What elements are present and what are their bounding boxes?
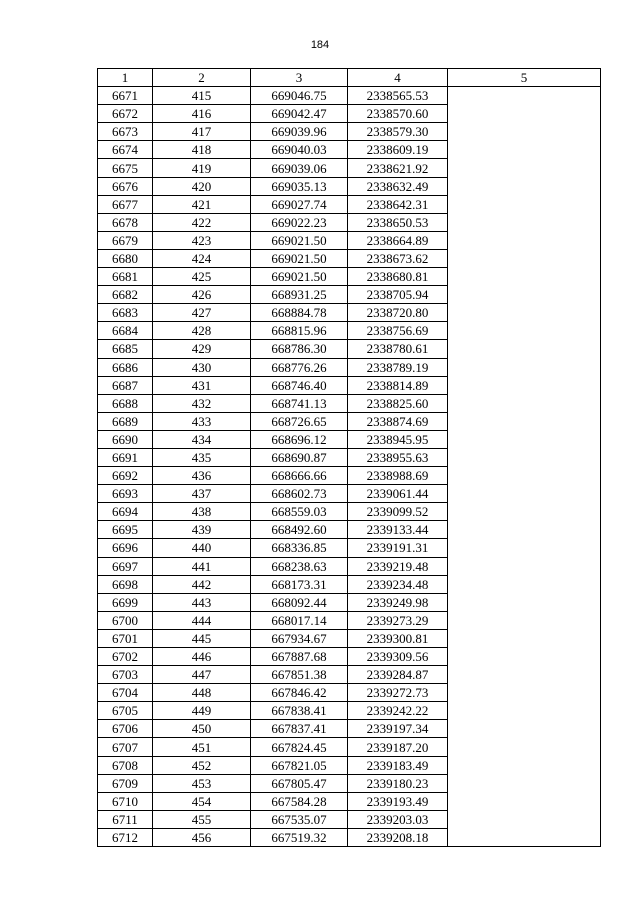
- point-number-cell: 451: [153, 738, 251, 756]
- point-id-cell: 6706: [98, 720, 153, 738]
- point-number-cell: 430: [153, 358, 251, 376]
- x-coordinate-cell: 667934.67: [251, 629, 348, 647]
- point-number-cell: 432: [153, 394, 251, 412]
- x-coordinate-cell: 668173.31: [251, 575, 348, 593]
- x-coordinate-cell: 669039.96: [251, 123, 348, 141]
- y-coordinate-cell: 2339183.49: [348, 756, 448, 774]
- point-number-cell: 425: [153, 268, 251, 286]
- point-id-cell: 6712: [98, 828, 153, 846]
- point-number-cell: 444: [153, 611, 251, 629]
- point-id-cell: 6677: [98, 195, 153, 213]
- point-number-cell: 429: [153, 340, 251, 358]
- point-number-cell: 441: [153, 557, 251, 575]
- y-coordinate-cell: 2339099.52: [348, 503, 448, 521]
- point-id-cell: 6676: [98, 177, 153, 195]
- y-coordinate-cell: 2339249.98: [348, 593, 448, 611]
- x-coordinate-cell: 668666.66: [251, 467, 348, 485]
- x-coordinate-cell: 667837.41: [251, 720, 348, 738]
- x-coordinate-cell: 669022.23: [251, 213, 348, 231]
- point-number-cell: 434: [153, 430, 251, 448]
- point-number-cell: 424: [153, 249, 251, 267]
- point-number-cell: 418: [153, 141, 251, 159]
- point-id-cell: 6680: [98, 249, 153, 267]
- y-coordinate-cell: 2339133.44: [348, 521, 448, 539]
- y-coordinate-cell: 2338945.95: [348, 430, 448, 448]
- point-id-cell: 6682: [98, 286, 153, 304]
- point-id-cell: 6691: [98, 448, 153, 466]
- y-coordinate-cell: 2339180.23: [348, 774, 448, 792]
- y-coordinate-cell: 2338780.61: [348, 340, 448, 358]
- y-coordinate-cell: 2339203.03: [348, 810, 448, 828]
- point-number-cell: 454: [153, 792, 251, 810]
- point-number-cell: 445: [153, 629, 251, 647]
- x-coordinate-cell: 669042.47: [251, 105, 348, 123]
- x-coordinate-cell: 669021.50: [251, 268, 348, 286]
- x-coordinate-cell: 668602.73: [251, 485, 348, 503]
- point-id-cell: 6698: [98, 575, 153, 593]
- point-id-cell: 6703: [98, 666, 153, 684]
- point-id-cell: 6689: [98, 412, 153, 430]
- point-id-cell: 6710: [98, 792, 153, 810]
- x-coordinate-cell: 668726.65: [251, 412, 348, 430]
- point-id-cell: 6708: [98, 756, 153, 774]
- point-id-cell: 6701: [98, 629, 153, 647]
- column-header-4: 4: [348, 69, 448, 87]
- y-coordinate-cell: 2338565.53: [348, 87, 448, 105]
- x-coordinate-cell: 668776.26: [251, 358, 348, 376]
- point-id-cell: 6694: [98, 503, 153, 521]
- point-number-cell: 453: [153, 774, 251, 792]
- point-number-cell: 456: [153, 828, 251, 846]
- y-coordinate-cell: 2338988.69: [348, 467, 448, 485]
- x-coordinate-cell: 667824.45: [251, 738, 348, 756]
- point-number-cell: 449: [153, 702, 251, 720]
- point-number-cell: 446: [153, 648, 251, 666]
- y-coordinate-cell: 2339309.56: [348, 648, 448, 666]
- x-coordinate-cell: 668492.60: [251, 521, 348, 539]
- point-number-cell: 431: [153, 376, 251, 394]
- point-id-cell: 6681: [98, 268, 153, 286]
- y-coordinate-cell: 2339273.29: [348, 611, 448, 629]
- y-coordinate-cell: 2338825.60: [348, 394, 448, 412]
- point-id-cell: 6683: [98, 304, 153, 322]
- point-number-cell: 447: [153, 666, 251, 684]
- point-number-cell: 450: [153, 720, 251, 738]
- x-coordinate-cell: 668884.78: [251, 304, 348, 322]
- y-coordinate-cell: 2338705.94: [348, 286, 448, 304]
- point-number-cell: 448: [153, 684, 251, 702]
- coordinates-table: [97, 68, 601, 847]
- x-coordinate-cell: 668336.85: [251, 539, 348, 557]
- y-coordinate-cell: 2339191.31: [348, 539, 448, 557]
- y-coordinate-cell: 2338579.30: [348, 123, 448, 141]
- point-id-cell: 6705: [98, 702, 153, 720]
- table-body: [98, 87, 601, 847]
- y-coordinate-cell: 2338680.81: [348, 268, 448, 286]
- y-coordinate-cell: 2339208.18: [348, 828, 448, 846]
- point-id-cell: 6695: [98, 521, 153, 539]
- point-id-cell: 6685: [98, 340, 153, 358]
- y-coordinate-cell: 2338650.53: [348, 213, 448, 231]
- y-coordinate-cell: 2339197.34: [348, 720, 448, 738]
- y-coordinate-cell: 2338664.89: [348, 231, 448, 249]
- x-coordinate-cell: 669046.75: [251, 87, 348, 105]
- point-number-cell: 416: [153, 105, 251, 123]
- y-coordinate-cell: 2338673.62: [348, 249, 448, 267]
- x-coordinate-cell: 668238.63: [251, 557, 348, 575]
- x-coordinate-cell: 667846.42: [251, 684, 348, 702]
- point-number-cell: 422: [153, 213, 251, 231]
- point-number-cell: 452: [153, 756, 251, 774]
- point-id-cell: 6672: [98, 105, 153, 123]
- point-number-cell: 440: [153, 539, 251, 557]
- point-id-cell: 6687: [98, 376, 153, 394]
- y-coordinate-cell: 2338955.63: [348, 448, 448, 466]
- x-coordinate-cell: 667535.07: [251, 810, 348, 828]
- y-coordinate-cell: 2338874.69: [348, 412, 448, 430]
- x-coordinate-cell: 667821.05: [251, 756, 348, 774]
- point-id-cell: 6684: [98, 322, 153, 340]
- point-id-cell: 6679: [98, 231, 153, 249]
- x-coordinate-cell: 667584.28: [251, 792, 348, 810]
- point-number-cell: 437: [153, 485, 251, 503]
- point-number-cell: 420: [153, 177, 251, 195]
- point-number-cell: 436: [153, 467, 251, 485]
- y-coordinate-cell: 2339234.48: [348, 575, 448, 593]
- page-number: 184: [310, 39, 330, 51]
- column-header-2: 2: [153, 69, 251, 87]
- column-header-5: 5: [448, 69, 601, 87]
- point-id-cell: 6692: [98, 467, 153, 485]
- point-number-cell: 426: [153, 286, 251, 304]
- table-header: [98, 69, 601, 87]
- x-coordinate-cell: 668786.30: [251, 340, 348, 358]
- x-coordinate-cell: 669027.74: [251, 195, 348, 213]
- x-coordinate-cell: 667851.38: [251, 666, 348, 684]
- y-coordinate-cell: 2338621.92: [348, 159, 448, 177]
- point-id-cell: 6674: [98, 141, 153, 159]
- x-coordinate-cell: 667519.32: [251, 828, 348, 846]
- point-id-cell: 6690: [98, 430, 153, 448]
- y-coordinate-cell: 2338720.80: [348, 304, 448, 322]
- point-id-cell: 6696: [98, 539, 153, 557]
- y-coordinate-cell: 2339242.22: [348, 702, 448, 720]
- x-coordinate-cell: 668559.03: [251, 503, 348, 521]
- y-coordinate-cell: 2339187.20: [348, 738, 448, 756]
- x-coordinate-cell: 668746.40: [251, 376, 348, 394]
- point-id-cell: 6702: [98, 648, 153, 666]
- header-row: [98, 69, 601, 87]
- point-number-cell: 455: [153, 810, 251, 828]
- y-coordinate-cell: 2338789.19: [348, 358, 448, 376]
- x-coordinate-cell: 668696.12: [251, 430, 348, 448]
- point-number-cell: 419: [153, 159, 251, 177]
- y-coordinate-cell: 2338570.60: [348, 105, 448, 123]
- point-id-cell: 6693: [98, 485, 153, 503]
- x-coordinate-cell: 667805.47: [251, 774, 348, 792]
- y-coordinate-cell: 2338756.69: [348, 322, 448, 340]
- x-coordinate-cell: 668815.96: [251, 322, 348, 340]
- point-id-cell: 6707: [98, 738, 153, 756]
- point-number-cell: 423: [153, 231, 251, 249]
- y-coordinate-cell: 2339272.73: [348, 684, 448, 702]
- x-coordinate-cell: 668741.13: [251, 394, 348, 412]
- point-number-cell: 443: [153, 593, 251, 611]
- point-id-cell: 6678: [98, 213, 153, 231]
- y-coordinate-cell: 2338642.31: [348, 195, 448, 213]
- point-number-cell: 415: [153, 87, 251, 105]
- point-number-cell: 427: [153, 304, 251, 322]
- point-id-cell: 6671: [98, 87, 153, 105]
- table-row: [98, 87, 601, 105]
- x-coordinate-cell: 669021.50: [251, 249, 348, 267]
- point-number-cell: 439: [153, 521, 251, 539]
- point-number-cell: 442: [153, 575, 251, 593]
- y-coordinate-cell: 2338609.19: [348, 141, 448, 159]
- x-coordinate-cell: 667838.41: [251, 702, 348, 720]
- point-id-cell: 6686: [98, 358, 153, 376]
- x-coordinate-cell: 669039.06: [251, 159, 348, 177]
- y-coordinate-cell: 2338814.89: [348, 376, 448, 394]
- point-id-cell: 6673: [98, 123, 153, 141]
- point-id-cell: 6704: [98, 684, 153, 702]
- y-coordinate-cell: 2338632.49: [348, 177, 448, 195]
- y-coordinate-cell: 2339219.48: [348, 557, 448, 575]
- x-coordinate-cell: 669040.03: [251, 141, 348, 159]
- point-number-cell: 435: [153, 448, 251, 466]
- x-coordinate-cell: 667887.68: [251, 648, 348, 666]
- point-id-cell: 6699: [98, 593, 153, 611]
- x-coordinate-cell: 668931.25: [251, 286, 348, 304]
- point-id-cell: 6675: [98, 159, 153, 177]
- point-id-cell: 6700: [98, 611, 153, 629]
- x-coordinate-cell: 669035.13: [251, 177, 348, 195]
- y-coordinate-cell: 2339193.49: [348, 792, 448, 810]
- point-id-cell: 6697: [98, 557, 153, 575]
- x-coordinate-cell: 668092.44: [251, 593, 348, 611]
- x-coordinate-cell: 668690.87: [251, 448, 348, 466]
- point-number-cell: 433: [153, 412, 251, 430]
- x-coordinate-cell: 669021.50: [251, 231, 348, 249]
- column-5-merged-cell: [448, 87, 601, 847]
- y-coordinate-cell: 2339284.87: [348, 666, 448, 684]
- y-coordinate-cell: 2339061.44: [348, 485, 448, 503]
- point-number-cell: 421: [153, 195, 251, 213]
- column-header-3: 3: [251, 69, 348, 87]
- y-coordinate-cell: 2339300.81: [348, 629, 448, 647]
- point-number-cell: 417: [153, 123, 251, 141]
- point-id-cell: 6688: [98, 394, 153, 412]
- point-number-cell: 438: [153, 503, 251, 521]
- x-coordinate-cell: 668017.14: [251, 611, 348, 629]
- point-id-cell: 6709: [98, 774, 153, 792]
- column-header-1: 1: [98, 69, 153, 87]
- point-number-cell: 428: [153, 322, 251, 340]
- point-id-cell: 6711: [98, 810, 153, 828]
